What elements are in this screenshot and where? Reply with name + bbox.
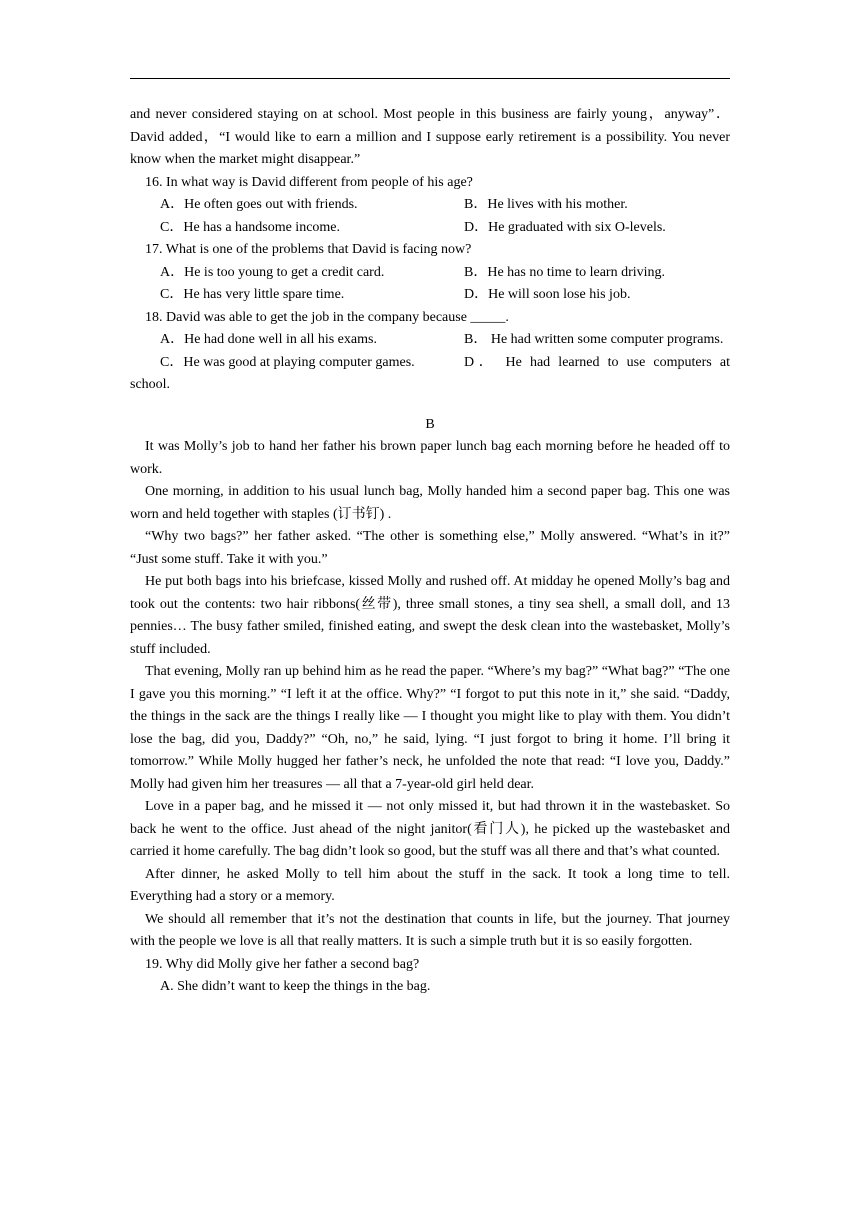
- question-19-stem: 19. Why did Molly give her father a second bag?: [145, 956, 420, 972]
- question-17-stem: 17. What is one of the problems that David is facing now?: [145, 242, 472, 257]
- option-17a: A．He is too young to get a credit card.: [160, 264, 385, 280]
- option-16d: D．He graduated with six O-levels.: [464, 219, 666, 235]
- option-16a: A．He often goes out with friends.: [160, 197, 358, 212]
- option-16b: B．He lives with his mother.: [464, 197, 628, 212]
- passage-b-paragraph: After dinner, he asked Molly to tell him about the stuff in the sack. It took a long time to tell. Everything had a story or a memory.: [130, 866, 730, 904]
- option-19a: A. She didn’t want to keep the things in the bag.: [160, 979, 431, 994]
- option-17c: C．He has very little spare time.: [160, 287, 345, 302]
- document-page: [130, 104, 730, 999]
- option-18d: D． He had learned to use computers at school.: [130, 354, 730, 392]
- question-16-options-row-1: [130, 194, 730, 217]
- passage-b-paragraph: One morning, in addition to his usual lunch bag, Molly handed him a second paper bag. This one was worn and held together with staples (订书钉) .: [130, 484, 730, 522]
- passage-b-paragraph: “Why two bags?” her father asked. “The other is something else,” Molly answered. “What’s in it?” “Just some stuff. Take it with you.”: [130, 529, 730, 567]
- question-18-stem: 18. David was able to get the job in the company because _____.: [145, 309, 509, 325]
- passage-b-paragraph: He put both bags into his briefcase, kissed Molly and rushed off. At midday he opened Molly’s bag and took out the contents: two hair ribbons(丝带), three small stones, a tiny sea shell, a small doll, and 13 pennies… The busy father smiled, finished eating, and swept the desk clean into the wastebasket, Molly’s stuff included.: [130, 574, 730, 657]
- passage-b-paragraph: We should all remember that it’s not the destination that counts in life, but the journey. That journey with the people we love is all that really matters. It is such a simple truth but it is so easily forgotten.: [130, 911, 730, 949]
- option-16c: C．He has a handsome income.: [160, 219, 341, 235]
- header-rule: [130, 78, 730, 79]
- question-16-options-row-2: [130, 217, 730, 240]
- question-16-stem: 16. In what way is David different from people of his age?: [145, 174, 473, 190]
- passage-b-paragraph: Love in a paper bag, and he missed it — not only missed it, but had thrown it in the wastebasket. So back he went to the office. Just ahead of the night janitor(看门人), he picked up the wastebasket and carried it home carefully. The bag didn’t look so good, but the stuff was all there and that’s what counted.: [130, 799, 730, 859]
- option-18b: B． He had written some computer programs.: [464, 332, 724, 347]
- option-17b: B．He has no time to learn driving.: [464, 264, 666, 280]
- question-18-options-row-2: [130, 352, 730, 397]
- passage-b-paragraph: It was Molly’s job to hand her father his brown paper lunch bag each morning before he headed off to work.: [130, 439, 730, 477]
- question-17-options-row-2: [130, 284, 730, 307]
- option-17d: D．He will soon lose his job.: [464, 287, 631, 302]
- passage-b-paragraph: That evening, Molly ran up behind him as he read the paper. “Where’s my bag?” “What bag?” “The one I gave you this morning.” “I left it at the office. Why?” “I forgot to put this note in it,” she said. “Daddy, the things in the sack are the things I really like — I thought you might like to play with them. You didn’t lose the bag, did you, Daddy?” “Oh, no,” he said, lying. “I just forgot to bring it home. I’ll bring it tomorrow.” While Molly hugged her father’s neck, he unfolded the note that read: “I love you, Daddy.” Molly had given him her treasures — all that a 7-year-old girl held dear.: [130, 664, 730, 792]
- question-17-options-row-1: [130, 262, 730, 285]
- section-b-heading: B: [425, 416, 435, 432]
- option-18c: C．He was good at playing computer games.: [160, 354, 415, 370]
- question-18-options-row-1: [130, 329, 730, 352]
- passage-a-tail: and never considered staying on at school. Most people in this business are fairly young，anyway”． David added，“I would like to earn a million and I suppose early retirement is a possibility. You never know when the market might disappear.”: [130, 107, 730, 167]
- option-18a: A．He had done well in all his exams.: [160, 332, 377, 347]
